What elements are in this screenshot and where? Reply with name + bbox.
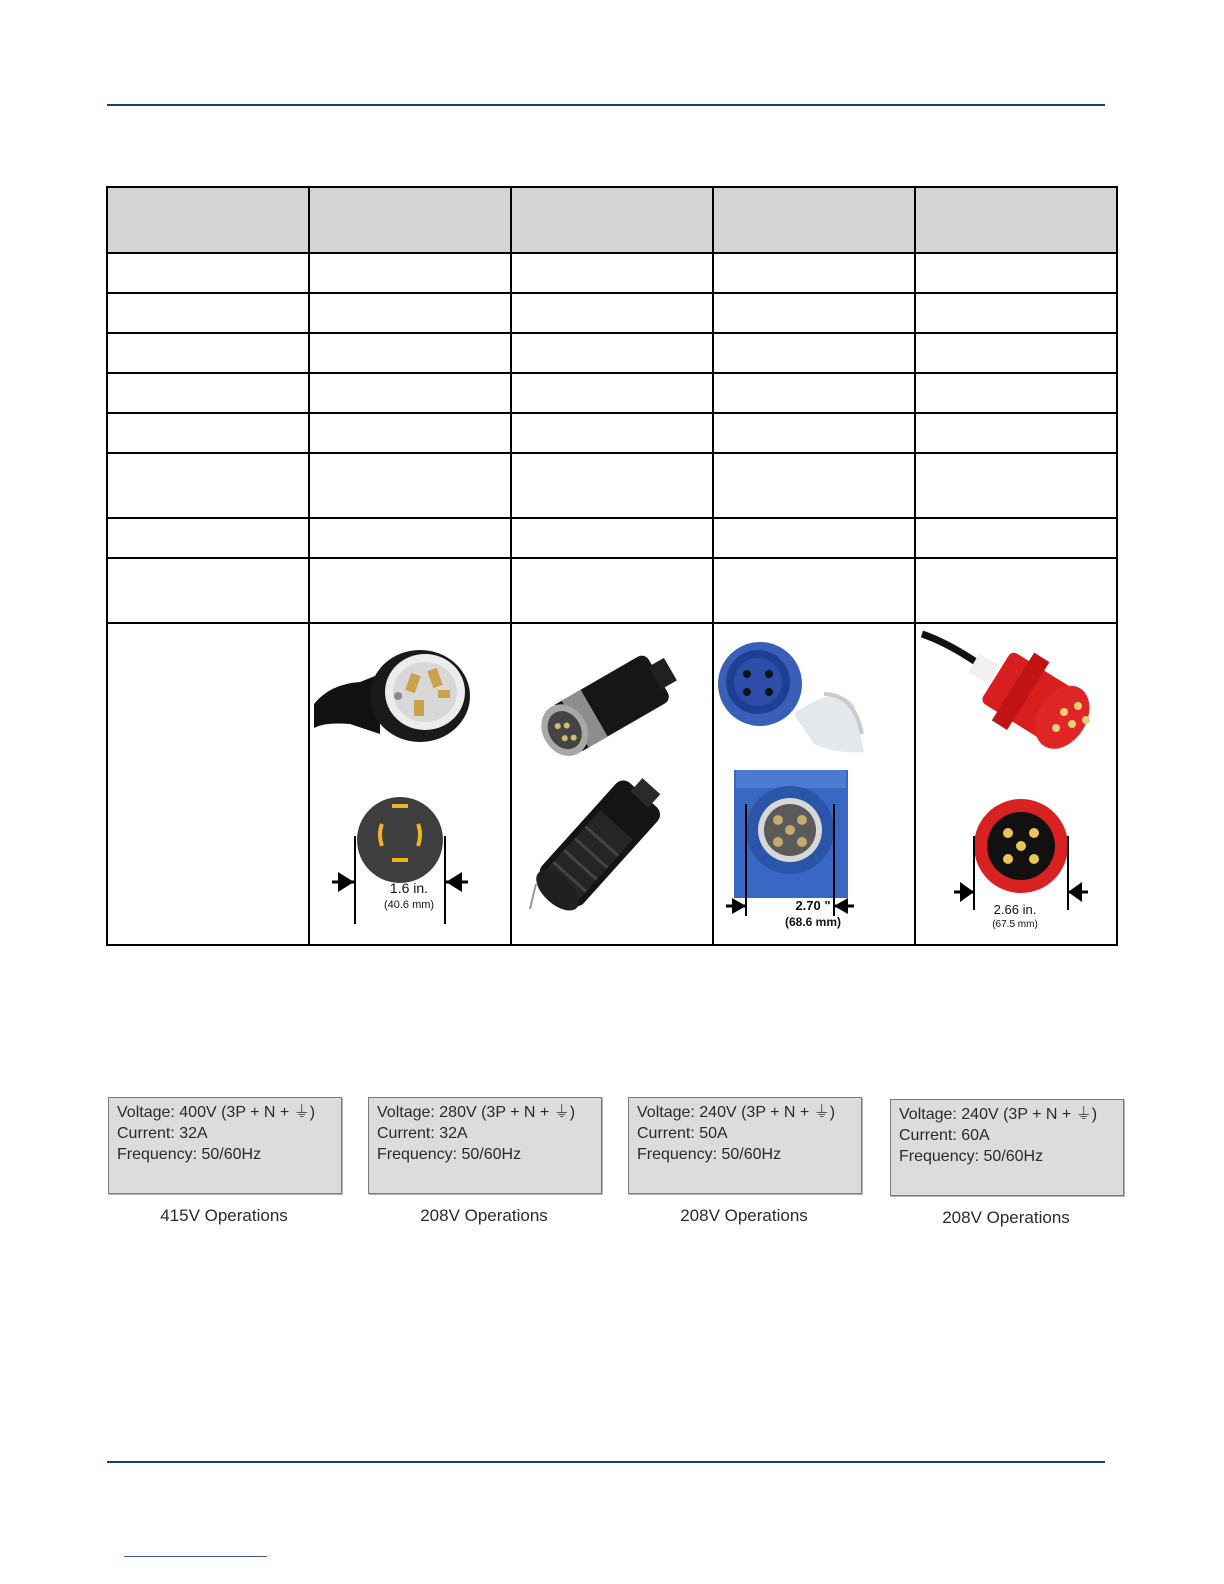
table-cell bbox=[309, 453, 511, 518]
plug-dimension-inches: 1.6 in. bbox=[389, 880, 429, 896]
plug-cell-l21 bbox=[309, 623, 511, 945]
rating-caption: 208V Operations bbox=[420, 1206, 548, 1225]
voltage-text: Voltage: 400V (3P + N + ⏚) bbox=[117, 1104, 316, 1121]
table-row bbox=[107, 333, 1117, 373]
plug-dimension-inches: 2.66 in. bbox=[993, 902, 1037, 917]
table-cell bbox=[713, 373, 915, 413]
table-cell bbox=[713, 293, 915, 333]
current-text: Current: 32A bbox=[117, 1125, 208, 1142]
table-cell bbox=[511, 333, 713, 373]
table-cell bbox=[309, 333, 511, 373]
table-row bbox=[107, 373, 1117, 413]
table-cell bbox=[511, 293, 713, 333]
table-cell bbox=[107, 623, 309, 945]
table-cell bbox=[713, 253, 915, 293]
table-cell bbox=[915, 453, 1117, 518]
plug-dimension-mm: (40.6 mm) bbox=[383, 899, 435, 911]
table-cell bbox=[915, 558, 1117, 623]
header-cell bbox=[511, 187, 713, 253]
footer-link-underline[interactable] bbox=[124, 1556, 267, 1557]
table-cell bbox=[713, 453, 915, 518]
current-text: Current: 32A bbox=[377, 1125, 468, 1142]
table-cell bbox=[511, 413, 713, 453]
blue-iec-plug-icon bbox=[714, 624, 912, 944]
rating-caption: 208V Operations bbox=[942, 1208, 1070, 1227]
table-cell bbox=[309, 518, 511, 558]
table-cell bbox=[713, 518, 915, 558]
table-row bbox=[107, 558, 1117, 623]
table-cell bbox=[107, 413, 309, 453]
table-cell bbox=[107, 453, 309, 518]
table-cell bbox=[309, 558, 511, 623]
voltage-text: Voltage: 240V (3P + N + ⏚) bbox=[899, 1106, 1098, 1123]
table-row bbox=[107, 253, 1117, 293]
frequency-text: Frequency: 50/60Hz bbox=[117, 1146, 262, 1163]
table-cell bbox=[107, 518, 309, 558]
table-cell bbox=[511, 373, 713, 413]
frequency-text: Frequency: 50/60Hz bbox=[377, 1146, 522, 1163]
table-cell bbox=[107, 373, 309, 413]
table-row bbox=[107, 518, 1117, 558]
plug-cell-cs8365 bbox=[511, 623, 713, 945]
table-row bbox=[107, 453, 1117, 518]
plug-dimension-mm: (67.5 mm) bbox=[992, 919, 1038, 930]
table-cell bbox=[309, 413, 511, 453]
rating-label-box bbox=[890, 1099, 1124, 1196]
table-cell bbox=[309, 253, 511, 293]
table-cell bbox=[915, 293, 1117, 333]
plug-spec-table bbox=[106, 186, 1118, 946]
plug-cell-iec-blue bbox=[713, 623, 915, 945]
table-cell bbox=[511, 253, 713, 293]
l21-plug-icon bbox=[310, 624, 508, 944]
table-cell bbox=[713, 333, 915, 373]
current-text: Current: 60A bbox=[899, 1127, 990, 1144]
table-cell bbox=[107, 333, 309, 373]
voltage-text: Voltage: 240V (3P + N + ⏚) bbox=[637, 1104, 836, 1121]
header-cell bbox=[107, 187, 309, 253]
table-row bbox=[107, 413, 1117, 453]
table-cell bbox=[511, 518, 713, 558]
table-cell bbox=[107, 558, 309, 623]
table-cell bbox=[713, 413, 915, 453]
table-cell bbox=[309, 293, 511, 333]
table-cell bbox=[511, 453, 713, 518]
rating-label-box bbox=[368, 1097, 602, 1194]
cs8365-plug-icon bbox=[512, 624, 710, 944]
current-text: Current: 50A bbox=[637, 1125, 728, 1142]
rating-caption: 415V Operations bbox=[160, 1206, 288, 1225]
plug-dimension-inches: 2.70 " bbox=[795, 898, 831, 913]
header-cell bbox=[309, 187, 511, 253]
plug-dimension-mm: (68.6 mm) bbox=[784, 915, 842, 929]
table-header-row bbox=[107, 187, 1117, 253]
plug-cell-iec-red bbox=[915, 623, 1117, 945]
rating-label-box bbox=[108, 1097, 342, 1194]
table-cell bbox=[915, 333, 1117, 373]
table-cell bbox=[511, 558, 713, 623]
frequency-text: Frequency: 50/60Hz bbox=[637, 1146, 782, 1163]
frequency-text: Frequency: 50/60Hz bbox=[899, 1148, 1044, 1165]
footer-rule bbox=[107, 1461, 1105, 1463]
table-cell bbox=[309, 373, 511, 413]
table-cell bbox=[915, 373, 1117, 413]
table-cell bbox=[915, 413, 1117, 453]
voltage-text: Voltage: 280V (3P + N + ⏚) bbox=[377, 1104, 576, 1121]
table-row bbox=[107, 293, 1117, 333]
header-rule bbox=[107, 104, 1105, 106]
table-cell bbox=[713, 558, 915, 623]
plug-image-row bbox=[107, 623, 1117, 945]
rating-caption: 208V Operations bbox=[680, 1206, 808, 1225]
red-iec-plug-icon bbox=[916, 624, 1114, 944]
table-cell bbox=[107, 253, 309, 293]
table-cell bbox=[915, 253, 1117, 293]
table-cell bbox=[915, 518, 1117, 558]
rating-label-box bbox=[628, 1097, 862, 1194]
header-cell bbox=[713, 187, 915, 253]
table-cell bbox=[107, 293, 309, 333]
header-cell bbox=[915, 187, 1117, 253]
